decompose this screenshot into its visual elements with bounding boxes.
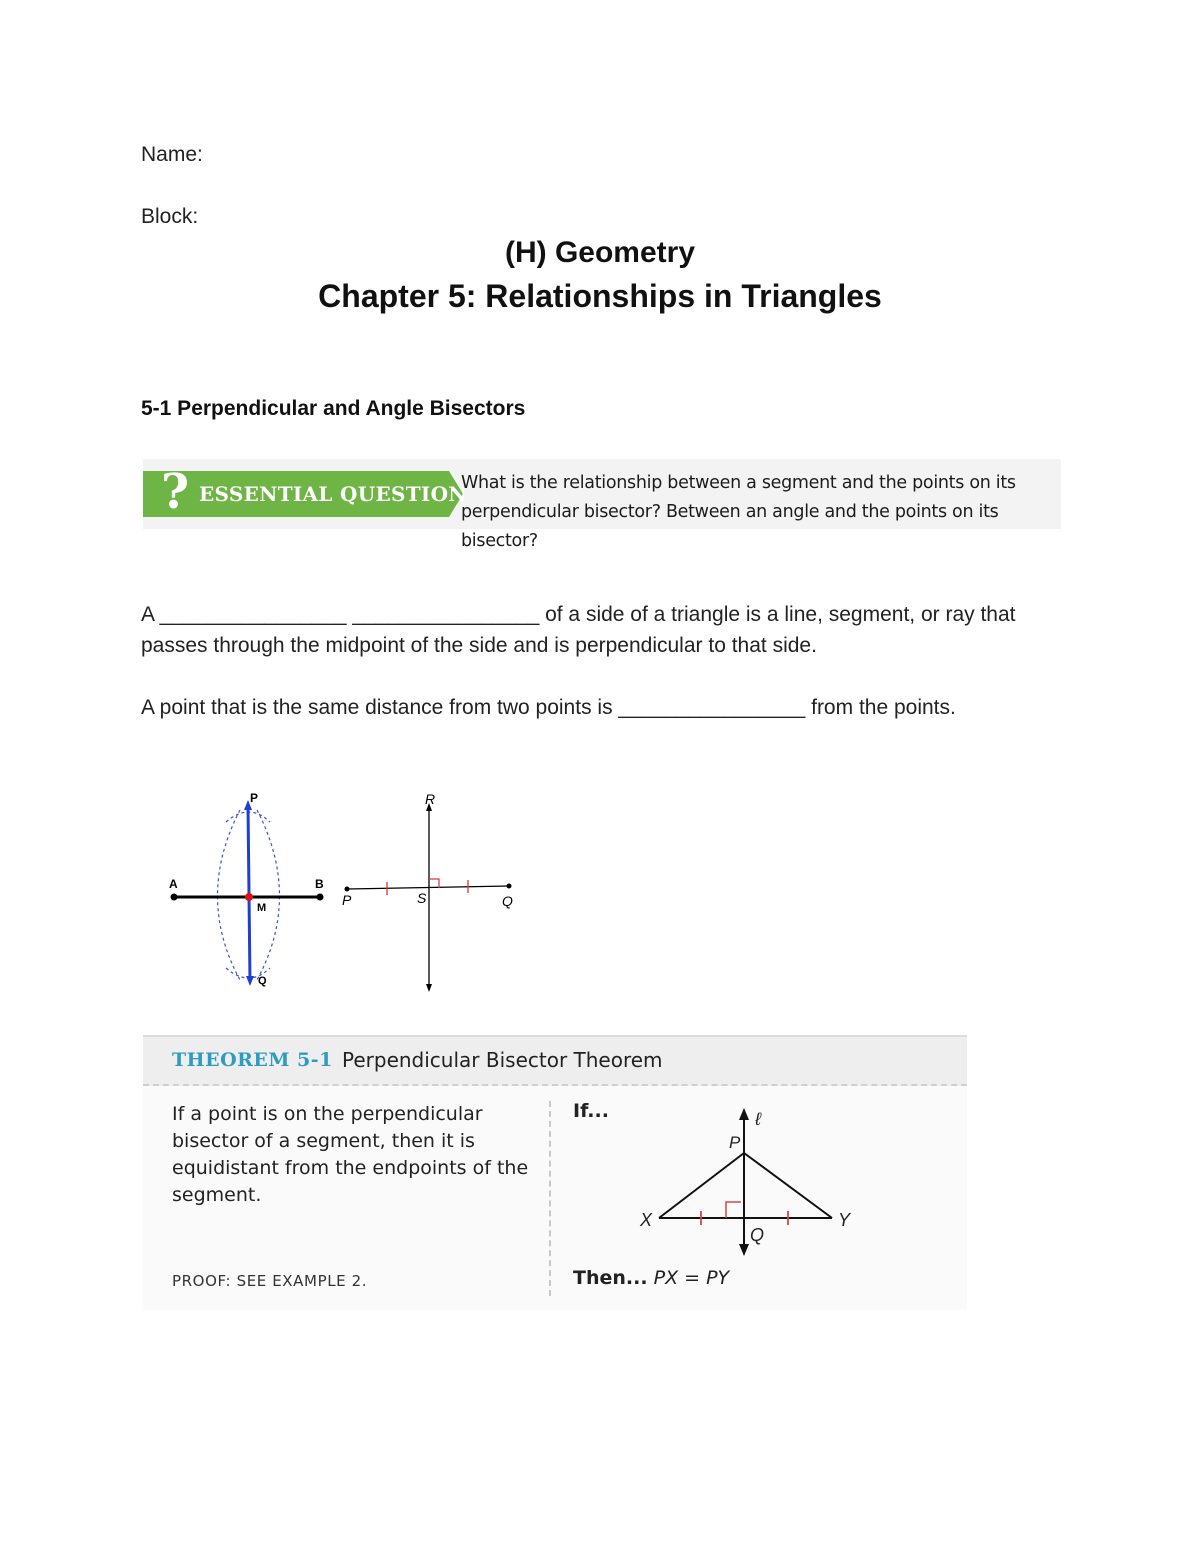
label-p: P — [342, 892, 352, 908]
theorem-diagram — [633, 1100, 873, 1260]
theorem-box — [143, 1035, 967, 1310]
segment-py — [744, 1153, 832, 1218]
question-mark-icon: ? — [161, 464, 190, 520]
theorem-name: Perpendicular Bisector Theorem — [342, 1048, 663, 1072]
block-field-label: Block: — [141, 205, 199, 228]
equidistant-paragraph: A point that is the same distance from two points is ________________ from the points. — [141, 696, 956, 719]
perpendicular-bisector-figure — [335, 785, 525, 995]
bisector-arrow-down — [246, 976, 254, 986]
label-a: A — [169, 877, 178, 891]
essential-question-line-2: perpendicular bisector? Between an angle and the points on its bisector? — [461, 502, 999, 551]
section-heading: 5-1 Perpendicular and Angle Bisectors — [141, 397, 526, 420]
theorem-if-label: If... — [573, 1100, 609, 1122]
label-q: Q — [502, 893, 513, 909]
theorem-then-row — [573, 1267, 729, 1289]
point-q — [507, 884, 512, 889]
theorem-header — [143, 1035, 967, 1086]
label-m: M — [257, 902, 267, 914]
label-y: Y — [838, 1210, 851, 1230]
essential-question-text — [461, 469, 1061, 556]
construction-arc-right — [257, 810, 280, 980]
chapter-title: Chapter 5: Relationships in Triangles — [318, 278, 882, 314]
essential-question-line-1: What is the relationship between a segment and the points on its — [461, 473, 1016, 493]
point-a — [171, 894, 178, 901]
theorem-then-statement: PX = PY — [653, 1267, 730, 1289]
segment-px — [659, 1153, 744, 1218]
essential-question-label: ESSENTIAL QUESTION — [199, 482, 467, 506]
bisector-arrow-up — [739, 1108, 749, 1120]
right-angle-mark — [726, 1202, 741, 1218]
label-q: Q — [750, 1225, 765, 1245]
definition-paragraph: A ________________ ________________ of a side of a triangle is a line, segment, or ray that passes through the midpoint of the side and is perpendicular to that side. — [141, 603, 1016, 657]
segment-pq — [347, 886, 509, 889]
course-title: (H) Geometry — [504, 236, 696, 269]
theorem-statement: If a point is on the perpendicular bisector of a segment, then it is equidistant from the endpoints of the segment. — [172, 1103, 529, 1206]
theorem-proof-reference: PROOF: SEE EXAMPLE 2. — [172, 1272, 368, 1290]
label-p: P — [729, 1133, 741, 1152]
label-p: P — [250, 791, 259, 805]
midpoint-m — [245, 893, 253, 901]
theorem-then-label: Then... — [573, 1267, 648, 1289]
point-b — [317, 894, 324, 901]
point-p — [345, 887, 350, 892]
bisector-arrow-down — [739, 1244, 749, 1256]
label-b: B — [315, 877, 324, 891]
construction-arc-left — [218, 810, 241, 980]
label-x: X — [640, 1210, 653, 1230]
label-s: S — [417, 890, 427, 906]
theorem-divider — [549, 1101, 551, 1296]
right-angle-mark — [429, 879, 439, 888]
perpendicular-bisector-construction-figure — [160, 780, 340, 995]
label-q: Q — [258, 975, 267, 987]
essential-question-banner — [143, 459, 1061, 551]
line-rs-arrow-down — [426, 984, 432, 992]
label-r: R — [425, 791, 436, 807]
name-field-label: Name: — [141, 143, 203, 166]
theorem-number: THEOREM 5-1 — [172, 1049, 333, 1071]
label-l: ℓ — [755, 1109, 761, 1129]
